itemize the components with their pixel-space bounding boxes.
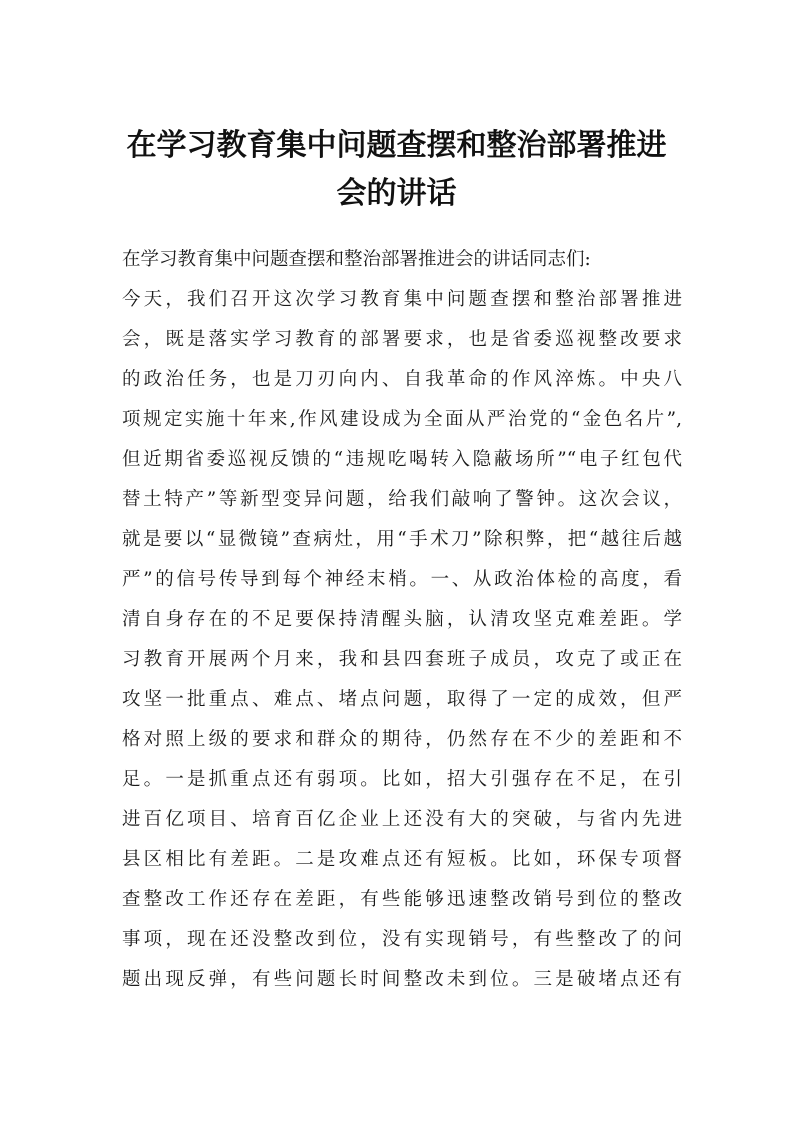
body-line: 格对照上级的要求和群众的期待，仍然存在不少的差距和不 bbox=[122, 729, 682, 750]
body-line: 在学习教育集中问题查摆和整治部署推进会的讲话同志们: bbox=[122, 249, 591, 270]
body-line: 但近期省委巡视反馈的“违规吃喝转入隐蔽场所”“电子红包代 bbox=[122, 449, 682, 470]
body-line: 题出现反弹，有些问题长时间整改未到位。三是破堵点还有 bbox=[122, 969, 682, 990]
body-line: 的政治任务，也是刀刃向内、自我革命的作风淬炼。中央八 bbox=[122, 369, 682, 390]
document-title-line-1: 在学习教育集中问题查摆和整治部署推进 bbox=[126, 128, 667, 163]
body-line: 会，既是落实学习教育的部署要求，也是省委巡视整改要求 bbox=[122, 329, 682, 350]
body-line: 查整改工作还存在差距，有些能够迅速整改销号到位的整改 bbox=[122, 889, 682, 910]
body-line: 进百亿项目、培育百亿企业上还没有大的突破，与省内先进 bbox=[122, 809, 682, 830]
body-line: 攻坚一批重点、难点、堵点问题，取得了一定的成效，但严 bbox=[122, 689, 682, 710]
body-line: 严”的信号传导到每个神经末梢。一、从政治体检的高度，看 bbox=[122, 569, 682, 590]
document-title-line-2: 会的讲话 bbox=[336, 176, 457, 211]
body-line: 县区相比有差距。二是攻难点还有短板。比如，环保专项督 bbox=[122, 849, 682, 870]
body-line: 足。一是抓重点还有弱项。比如，招大引强存在不足，在引 bbox=[122, 769, 682, 790]
body-line: 习教育开展两个月来，我和县四套班子成员，攻克了或正在 bbox=[122, 649, 682, 670]
body-line: 替土特产”等新型变异问题，给我们敲响了警钟。这次会议， bbox=[122, 489, 682, 510]
body-line: 就是要以“显微镜”查病灶，用“手术刀”除积弊，把“越往后越 bbox=[122, 529, 682, 550]
body-line: 项规定实施十年来,作风建设成为全面从严治党的“金色名片”, bbox=[122, 409, 682, 430]
body-line: 事项，现在还没整改到位，没有实现销号，有些整改了的问 bbox=[122, 929, 682, 950]
body-line: 今天，我们召开这次学习教育集中问题查摆和整治部署推进 bbox=[122, 289, 682, 310]
body-line: 清自身存在的不足要保持清醒头脑，认清攻坚克难差距。学 bbox=[122, 609, 682, 630]
